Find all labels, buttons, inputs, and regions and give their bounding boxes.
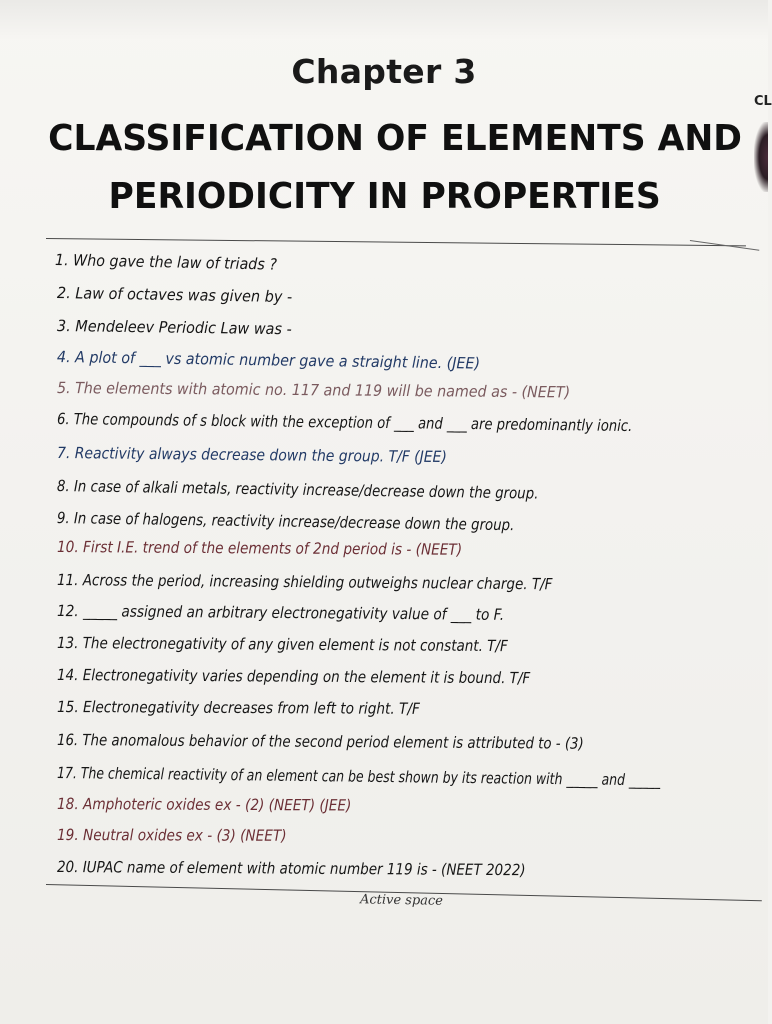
question-item: 20. IUPAC name of element with atomic number 119 is - (NEET 2022) — [56, 858, 526, 880]
question-item: 19. Neutral oxides ex - (3) (NEET) — [56, 826, 287, 845]
question-item: 7. Reactivity always decrease down the group. T/F (JEE) — [56, 444, 447, 467]
question-item: 17. The chemical reactivity of an element can be best shown by its reaction with _____ and _____ — [56, 764, 661, 790]
chapter-title-line-1: CLASSIFICATION OF ELEMENTS AND — [48, 118, 743, 159]
question-item: 14. Electronegativity varies depending on the element it is bound. T/F — [56, 666, 531, 688]
question-item: 10. First I.E. trend of the elements of 2nd period is - (NEET) — [56, 538, 463, 559]
question-item: 16. The anomalous behavior of the second period element is attributed to - (3) — [56, 731, 584, 753]
chapter-label: Chapter 3 — [291, 52, 477, 91]
question-item: 18. Amphoteric oxides ex - (2) (NEET) (JEE) — [56, 795, 352, 815]
footer-label: Active space — [359, 892, 444, 909]
question-item: 4. A plot of ___ vs atomic number gave a straight line. (JEE) — [56, 348, 481, 373]
question-item: 3. Mendeleev Periodic Law was - — [56, 317, 292, 339]
question-item: 15. Electronegativity decreases from left to right. T/F — [56, 698, 420, 718]
question-item: 9. In case of halogens, reactivity increase/decrease down the group. — [56, 509, 515, 535]
question-item: 12. _____ assigned an arbitrary electronegativity value of ___ to F. — [56, 602, 505, 624]
question-item: 8. In case of alkali metals, reactivity increase/decrease down the group. — [56, 477, 539, 503]
question-item: 5. The elements with atomic no. 117 and 119 will be named as - (NEET) — [56, 379, 571, 402]
chapter-title-line-2: PERIODICITY IN PROPERTIES — [108, 176, 661, 217]
question-item: 2. Law of octaves was given by - — [56, 284, 293, 307]
question-item: 6. The compounds of s block with the exception of ___ and ___ are predominantly ionic. — [56, 410, 633, 436]
question-item: 1. Who gave the law of triads ? — [54, 251, 278, 274]
cut-off-edge-text: CL — [754, 94, 772, 109]
question-item: 13. The electronegativity of any given element is not constant. T/F — [56, 634, 508, 656]
question-item: 11. Across the period, increasing shielding outweighs nuclear charge. T/F — [56, 571, 553, 594]
